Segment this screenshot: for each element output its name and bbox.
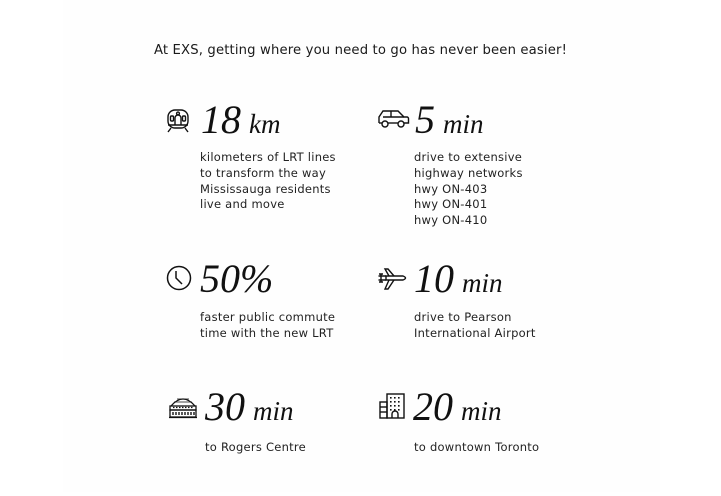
stat-number: 30 — [205, 384, 245, 429]
stat-value — [205, 383, 294, 430]
stat-unit: km — [249, 109, 281, 139]
stat-value — [201, 96, 280, 143]
clock-icon — [166, 265, 192, 291]
headline: At EXS, getting where you need to go has never been easier! — [153, 43, 568, 58]
stat-number: 5 — [415, 97, 435, 142]
stat-number: 10 — [414, 256, 454, 301]
stat-value — [415, 96, 484, 143]
stat-description: drive to extensive highway networks hwy ON-403 hwy ON-401 hwy ON-410 — [414, 150, 523, 228]
stat-unit: min — [461, 396, 502, 426]
stat-number: 20 — [413, 384, 453, 429]
stat-number: 18 — [201, 97, 241, 142]
airplane-icon — [377, 266, 409, 292]
stat-value — [200, 255, 273, 302]
stat-unit: min — [253, 396, 294, 426]
content-panel — [63, 0, 660, 492]
stat-number: 50% — [200, 256, 274, 301]
stat-value — [414, 255, 503, 302]
stat-description: to downtown Toronto — [414, 440, 540, 454]
stat-description: drive to Pearson International Airport — [414, 310, 536, 340]
office-building-icon — [378, 392, 406, 420]
stat-value — [413, 383, 502, 430]
stat-description: faster public commute time with the new LRT — [200, 310, 336, 340]
car-icon — [376, 108, 410, 130]
stat-description: to Rogers Centre — [205, 440, 306, 454]
stat-unit: min — [462, 268, 503, 298]
stat-unit: min — [443, 109, 484, 139]
train-icon — [166, 106, 190, 134]
stadium-dome-icon — [168, 394, 198, 420]
stat-description: kilometers of LRT lines to transform the way Mississauga residents live and move — [200, 150, 336, 212]
